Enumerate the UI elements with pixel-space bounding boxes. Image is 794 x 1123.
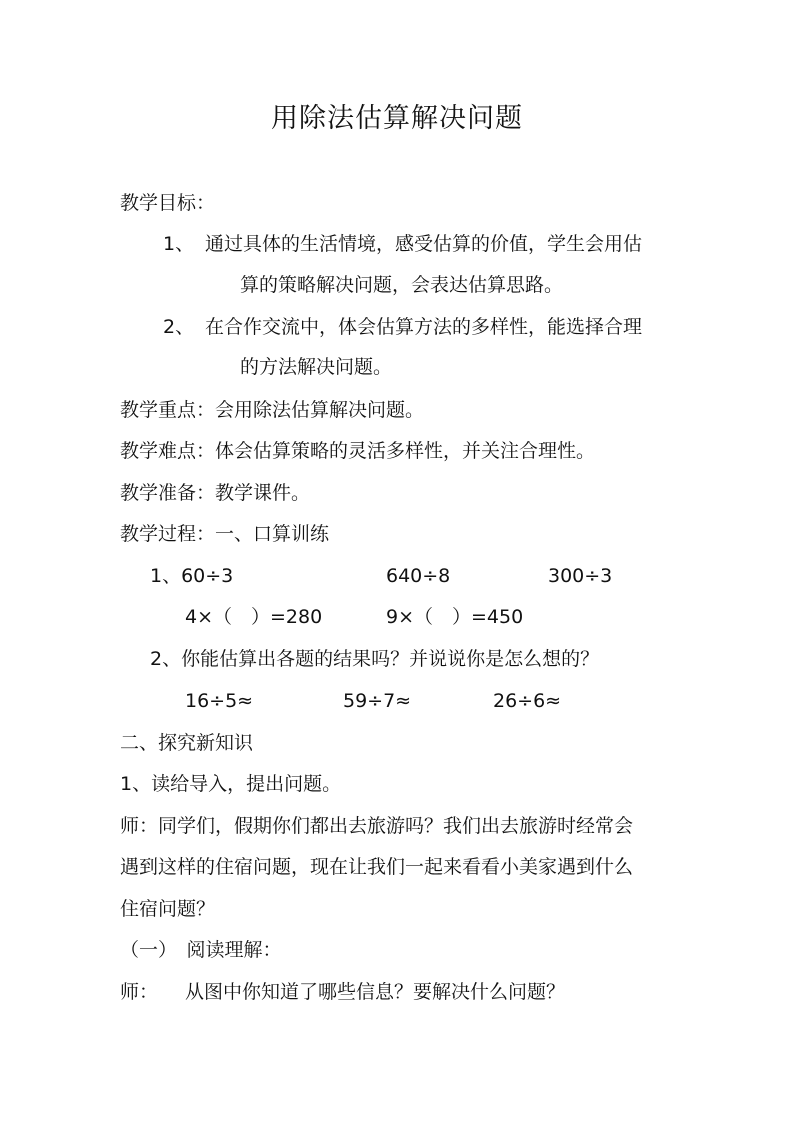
goal-2-number: 2、 <box>163 316 195 338</box>
oral-item-1: 1、60÷3 <box>150 565 234 587</box>
section-2-heading: 二、探究新知识 <box>120 732 254 754</box>
goal-2-line-1: 在合作交流中，体会估算方法的多样性，能选择合理 <box>205 316 643 338</box>
oral-question-2: 2、你能估算出各题的结果吗？并说说你是怎么想的？ <box>150 648 600 670</box>
goal-1-line-1: 通过具体的生活情境，感受估算的价值，学生会用估 <box>205 233 643 255</box>
estimate-item-2: 59÷7≈ <box>343 690 412 712</box>
oral-item-3: 300÷3 <box>548 565 613 587</box>
teacher-line-2: 遇到这样的住宿问题，现在让我们一起来看看小美家遇到什么 <box>120 856 634 878</box>
oral-item-2: 640÷8 <box>386 565 451 587</box>
page-title: 用除法估算解决问题 <box>271 103 523 134</box>
goal-2-line-2: 的方法解决问题。 <box>240 356 393 378</box>
teacher-question: 从图中你知道了哪些信息？要解决什么问题？ <box>185 981 566 1003</box>
goals-heading: 教学目标： <box>120 192 216 214</box>
oral-item-5: 9×（ ）=450 <box>386 606 524 628</box>
goal-1-line-2: 算的策略解决问题，会表达估算思路。 <box>240 274 564 296</box>
goal-1-number: 1、 <box>163 233 195 255</box>
teacher-question-label: 师： <box>120 981 159 1003</box>
step-1: 1、读给导入，提出问题。 <box>120 773 342 795</box>
process-heading: 教学过程：一、口算训练 <box>120 523 330 545</box>
key-point: 教学重点：会用除法估算解决问题。 <box>120 399 425 421</box>
oral-item-4: 4×（ ）=280 <box>185 606 323 628</box>
difficulty: 教学难点：体会估算策略的灵活多样性，并关注合理性。 <box>120 440 596 462</box>
part-1-heading: （一） 阅读理解： <box>120 939 282 961</box>
estimate-item-3: 26÷6≈ <box>493 690 562 712</box>
teacher-line-3: 住宿问题？ <box>120 898 216 920</box>
teacher-line-1: 师：同学们，假期你们都出去旅游吗？我们出去旅游时经常会 <box>120 815 634 837</box>
preparation: 教学准备：教学课件。 <box>120 482 311 504</box>
estimate-item-1: 16÷5≈ <box>185 690 254 712</box>
